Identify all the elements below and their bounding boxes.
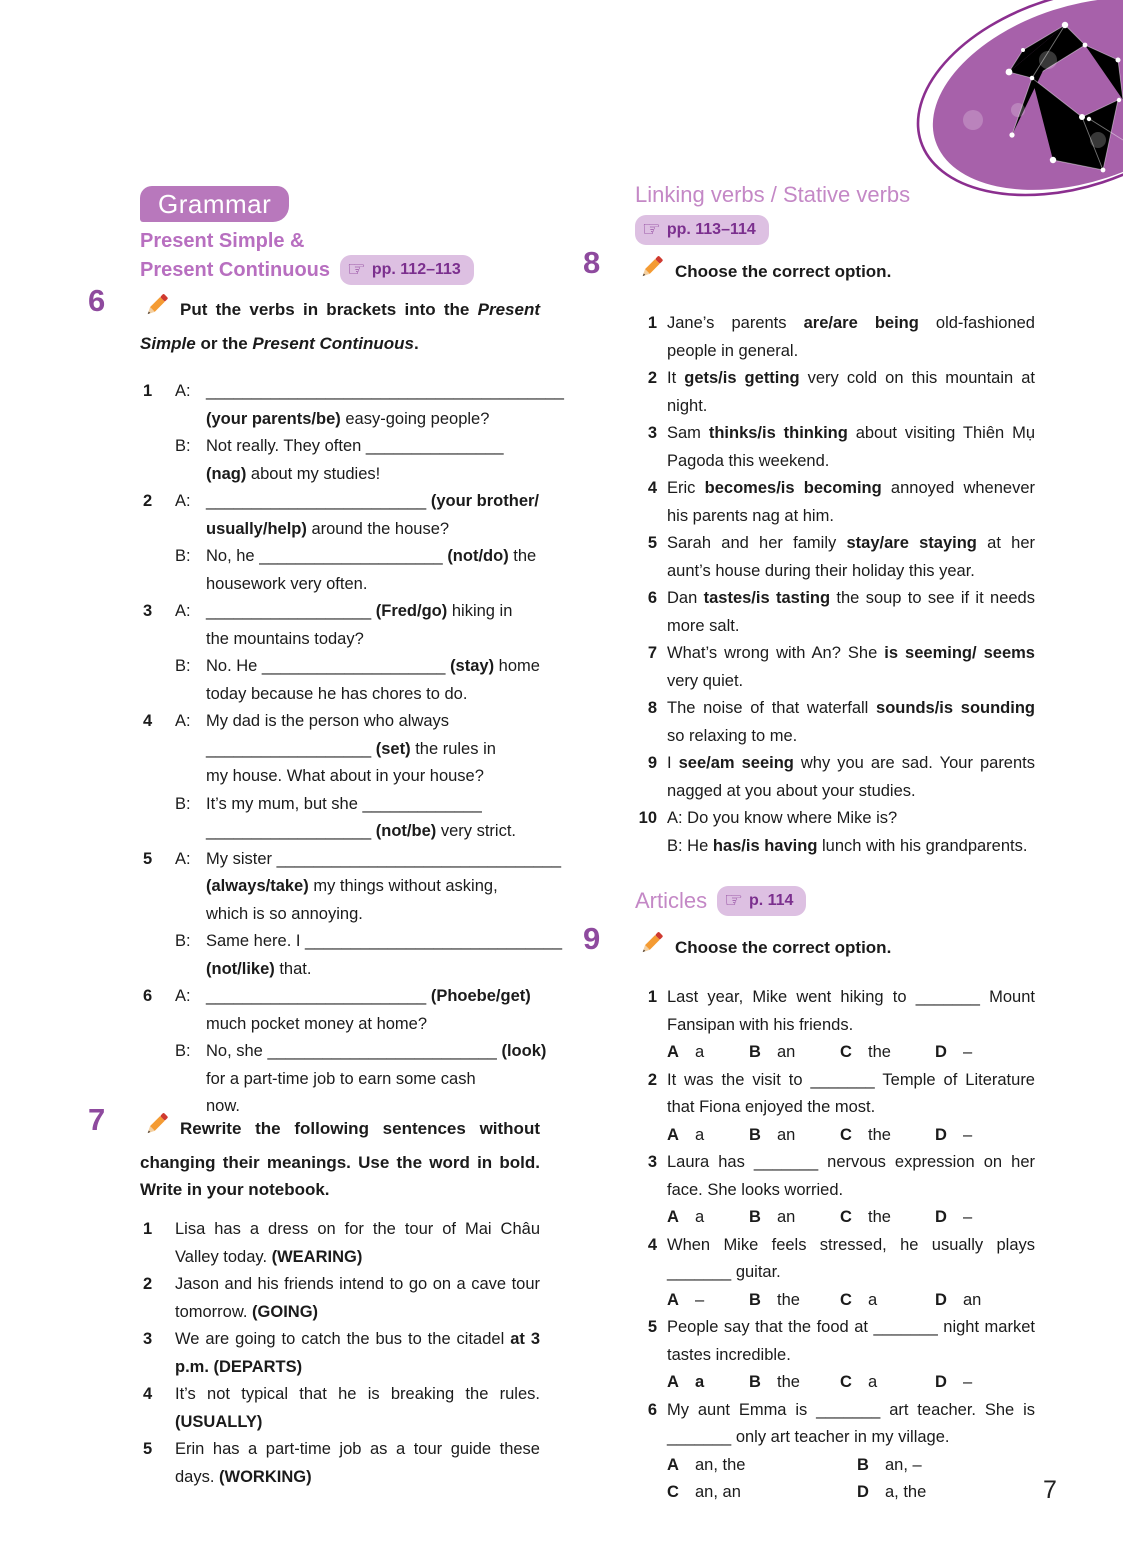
line-text: housework very often.: [206, 574, 368, 593]
option-value: –: [963, 1373, 973, 1391]
option-letter: D: [935, 1125, 947, 1144]
speaker-label: [175, 956, 206, 984]
exercise-number: 8: [583, 245, 601, 280]
option-value: a: [868, 1290, 878, 1309]
option-value: a: [695, 1043, 705, 1061]
item-text: Last year, Mike went hiking to _______ Mount Fansipan with his friends.: [667, 988, 1035, 1034]
line-text: _______________________________________: [206, 382, 564, 400]
line-text: now.: [206, 1097, 240, 1115]
item-number: 9: [647, 754, 657, 772]
line-text: Not really. They often _______________: [206, 437, 504, 455]
option-value: an: [963, 1290, 982, 1309]
pointing-hand-icon: ☞: [347, 258, 366, 281]
line-text: my house. What about in your house?: [206, 767, 484, 785]
item-text: People say that the food at _______ night market tastes incredible.: [667, 1318, 1035, 1364]
exercise-item: [143, 1381, 540, 1436]
item-number: 2: [647, 369, 657, 387]
dialogue-line: [175, 763, 540, 791]
option-value: –: [695, 1290, 705, 1309]
option-value: an: [777, 1043, 796, 1061]
exercise-item: [638, 1314, 1035, 1397]
speaker-label: B:: [175, 932, 191, 950]
dialogue-line: [175, 1011, 540, 1039]
exercise-item: [143, 488, 540, 598]
option-value: a: [695, 1373, 705, 1391]
option-value: the: [777, 1290, 800, 1309]
item-number: 1: [647, 314, 657, 332]
answer-option: [667, 1287, 749, 1315]
exercise-item: [143, 983, 547, 1121]
item-number: 6: [143, 987, 153, 1005]
item-number: 3: [143, 1330, 153, 1348]
exercise-8: [583, 245, 1036, 860]
option-value: an, –: [885, 1455, 922, 1474]
exercise-item: [638, 530, 1035, 585]
dialogue-line: [175, 406, 540, 434]
exercise-item: [143, 1271, 540, 1326]
exercise-item: [638, 475, 1035, 530]
item-text: It gets/is getting very cold on this mountain at night.: [667, 369, 1035, 415]
option-letter: D: [935, 1290, 947, 1309]
item-text: Dan tastes/is tasting the soup to see if it needs more salt.: [667, 589, 1035, 635]
item-number: 5: [143, 1440, 153, 1458]
speaker-label: [175, 406, 206, 434]
answer-option: [667, 1369, 749, 1397]
heading-line1: Present Simple &: [140, 230, 305, 252]
option-value: the: [868, 1043, 891, 1061]
dialogue-line: [175, 818, 540, 846]
option-letter: A: [667, 1290, 679, 1309]
pointing-hand-icon: ☞: [724, 889, 743, 912]
item-text: Jane’s parents are/are being old-fashioned people in general.: [667, 314, 1035, 360]
line-text: No, he ____________________ (not/do) the: [206, 547, 537, 565]
line-text: much pocket money at home?: [206, 1014, 428, 1033]
exercise-item: [638, 984, 1035, 1067]
item-text: Jason and his friends intend to go on a cave tour tomorrow. (GOING): [175, 1275, 540, 1321]
item-text: I see/am seeing why you are sad. Your parents nagged at you about your studies.: [667, 754, 1035, 800]
exercise-item: [638, 695, 1035, 750]
answer-option: [749, 1287, 840, 1315]
line-text: for a part-time job to earn some cash: [206, 1069, 476, 1088]
page-ref-text: p. 114: [748, 892, 794, 909]
option-value: the: [868, 1208, 891, 1226]
item-text: A: Do you know where Mike is? B: He has/is having lunch with his grandparents.: [667, 809, 1028, 855]
exercise-number: 9: [583, 921, 601, 956]
option-letter: C: [840, 1208, 852, 1226]
dialogue-line: [175, 901, 540, 929]
answer-option: [840, 1287, 935, 1315]
dialogue-line: [175, 956, 540, 984]
section-tag-grammar: Grammar: [140, 186, 289, 222]
item-text: It was the visit to _______ Temple of Literature that Fiona enjoyed the most.: [667, 1070, 1035, 1116]
item-number: 5: [647, 534, 657, 552]
dialogue-lines: [175, 983, 547, 1121]
pencil-icon: [140, 292, 173, 330]
answer-option: [667, 1204, 749, 1232]
pencil-icon: [635, 254, 668, 292]
line-text: (nag) about my studies!: [206, 464, 381, 483]
answer-option: [935, 1122, 1035, 1150]
page-ref-text: pp. 112–113: [371, 261, 461, 278]
dialogue-line: [175, 873, 540, 901]
heading-text: Articles: [635, 888, 708, 914]
exercise-item: [638, 1149, 1035, 1232]
answer-option: [667, 1122, 749, 1150]
exercise-9: [583, 921, 1035, 1507]
option-value: an, an: [695, 1483, 741, 1501]
speaker-label: B:: [175, 794, 191, 813]
option-value: a: [868, 1373, 878, 1391]
answer-option: [857, 1452, 1035, 1480]
dialogue-line: [175, 461, 540, 489]
exercise-item: [638, 805, 1035, 860]
item-text: Eric becomes/is becoming annoyed whenever his parents nag at him.: [667, 479, 1036, 525]
speaker-label: [175, 1011, 206, 1039]
dialogue-lines: [175, 488, 540, 598]
item-text: Erin has a part-time job as a tour guide these days. (WORKING): [175, 1440, 540, 1486]
answer-option: [840, 1204, 935, 1232]
item-number: 4: [143, 712, 153, 730]
line-text: ________________________ (your brother/: [206, 492, 539, 510]
speaker-label: [175, 626, 206, 654]
exercise-item: [143, 1216, 540, 1271]
item-number: 2: [143, 1275, 153, 1293]
item-number: 2: [143, 492, 153, 510]
topic-heading-linking-stative-verbs: [635, 182, 910, 245]
line-text: My sister _______________________________: [206, 849, 562, 868]
line-text: (always/take) my things without asking,: [206, 877, 498, 895]
item-number: 3: [647, 424, 657, 442]
exercise-item: [638, 585, 1035, 640]
option-letter: C: [667, 1483, 679, 1501]
exercise-instruction: [140, 1111, 540, 1203]
speaker-label: A:: [175, 849, 191, 868]
option-letter: A: [667, 1455, 679, 1474]
option-letter: B: [749, 1208, 761, 1226]
line-text: No. He ____________________ (stay) home: [206, 657, 540, 675]
dialogue-lines: [175, 378, 564, 488]
exercise-item: [143, 708, 540, 846]
item-text: What’s wrong with An? She is seeming/ seems very quiet.: [667, 644, 1035, 690]
dialogue-lines: [175, 846, 562, 984]
dialogue-line: [175, 543, 540, 571]
exercise-9-items: [638, 984, 1035, 1507]
item-number: 4: [143, 1385, 153, 1403]
exercise-8-items: [638, 310, 1035, 860]
answer-options: [667, 1204, 1035, 1232]
line-text: today because he has chores to do.: [206, 684, 468, 703]
instruction-text: Choose the correct option.: [675, 938, 892, 957]
option-value: a: [695, 1208, 705, 1226]
option-letter: A: [667, 1125, 679, 1144]
option-letter: D: [935, 1043, 947, 1061]
option-letter: C: [840, 1373, 852, 1391]
exercise-item: [638, 640, 1035, 695]
option-value: –: [963, 1125, 973, 1144]
item-number: 6: [647, 1400, 657, 1419]
instruction-text: Choose the correct option.: [675, 262, 892, 281]
option-value: an, the: [695, 1455, 746, 1474]
answer-options: [667, 1369, 1035, 1397]
speaker-label: A:: [175, 712, 191, 730]
line-text: Same here. I ____________________________: [206, 932, 562, 950]
dialogue-lines: [175, 598, 540, 708]
dialogue-line: [175, 378, 564, 406]
option-letter: C: [840, 1125, 852, 1144]
speaker-label: [175, 571, 206, 599]
answer-option: [749, 1204, 840, 1232]
answer-option: [935, 1039, 1035, 1067]
exercise-item: [638, 1397, 1035, 1507]
item-number: 5: [143, 849, 153, 868]
line-text: __________________ (Fred/go) hiking in: [206, 602, 513, 620]
dialogue-line: [175, 983, 540, 1011]
item-text: Lisa has a dress on for the tour of Mai Châu Valley today. (WEARING): [175, 1220, 540, 1266]
dialogue-line: [175, 653, 540, 681]
answer-option: [749, 1039, 840, 1067]
speaker-label: [175, 736, 206, 764]
option-letter: B: [749, 1043, 761, 1061]
decorative-constellation-blob: [913, 0, 1123, 205]
answer-option: [667, 1479, 857, 1507]
speaker-label: A:: [175, 602, 191, 620]
item-number: 4: [647, 479, 657, 497]
option-letter: C: [840, 1043, 852, 1061]
instruction-text: Put the verbs in brackets into the Present Simple or the Present Continuous.: [140, 300, 540, 353]
dialogue-line: [175, 488, 540, 516]
speaker-label: B:: [175, 657, 191, 675]
option-letter: B: [857, 1455, 869, 1474]
item-number: 1: [143, 382, 153, 400]
exercise-item: [638, 365, 1035, 420]
option-value: a: [695, 1125, 705, 1144]
exercise-instruction: [635, 930, 1035, 968]
pencil-icon: [140, 1111, 173, 1149]
page-ref-badge: [717, 886, 806, 916]
speaker-label: [175, 901, 206, 929]
answer-options: [667, 1122, 1035, 1150]
dialogue-lines: [175, 708, 540, 846]
dialogue-line: [175, 736, 540, 764]
exercise-item: [143, 1436, 540, 1491]
line-text: No, she _________________________ (look): [206, 1042, 547, 1060]
answer-options: [667, 1287, 1035, 1315]
item-number: 3: [647, 1153, 657, 1171]
dialogue-line: [175, 626, 540, 654]
item-text: Sarah and her family stay/are staying at her aunt’s house during their holiday this year.: [667, 534, 1035, 580]
item-number: 5: [647, 1318, 657, 1336]
item-number: 10: [638, 809, 657, 827]
exercise-7-items: [143, 1216, 540, 1491]
option-value: –: [963, 1043, 973, 1061]
item-number: 3: [143, 602, 153, 620]
exercise-item: [143, 378, 564, 488]
speaker-label: A:: [175, 492, 191, 510]
item-text: Sam thinks/is thinking about visiting Thiên Mụ Pagoda this weekend.: [667, 424, 1035, 470]
speaker-label: [175, 873, 206, 901]
option-value: an: [777, 1125, 796, 1144]
item-text: Laura has _______ nervous expression on her face. She looks worried.: [667, 1153, 1035, 1199]
speaker-label: B:: [175, 437, 191, 455]
line-text: ________________________ (Phoebe/get): [206, 987, 531, 1005]
speaker-label: [175, 516, 206, 544]
item-number: 2: [647, 1070, 657, 1089]
option-letter: B: [749, 1290, 761, 1309]
page-ref-text: pp. 113–114: [666, 221, 756, 238]
item-number: 7: [647, 644, 657, 662]
answer-option: [840, 1369, 935, 1397]
answer-options: [667, 1039, 1035, 1067]
dialogue-line: [175, 516, 540, 544]
speaker-label: A:: [175, 987, 191, 1005]
exercise-item: [143, 846, 562, 984]
answer-option: [857, 1479, 1035, 1507]
exercise-6: [88, 283, 564, 1121]
instruction-text: Rewrite the following sentences without changing their meanings. Use the word in bold. Write in your notebook.: [140, 1119, 540, 1199]
option-letter: A: [667, 1043, 679, 1061]
dialogue-line: [175, 846, 562, 874]
line-text: the mountains today?: [206, 629, 364, 648]
exercise-number: 6: [88, 283, 106, 318]
option-value: the: [777, 1373, 800, 1391]
topic-heading-present-tenses: [140, 228, 474, 285]
page-ref-badge: [635, 215, 769, 245]
item-number: 1: [143, 1220, 153, 1238]
dialogue-line: [175, 571, 540, 599]
line-text: which is so annoying.: [206, 904, 363, 923]
heading-text: Linking verbs / Stative verbs: [635, 182, 911, 207]
option-letter: B: [749, 1373, 761, 1391]
item-text: When Mike feels stressed, he usually plays _______ guitar.: [667, 1235, 1035, 1281]
dialogue-line: [175, 1038, 547, 1066]
item-text: My aunt Emma is _______ art teacher. She is _______ only art teacher in my village.: [667, 1400, 1035, 1446]
item-text: It’s not typical that he is breaking the rules. (USUALLY): [175, 1385, 540, 1431]
speaker-label: [175, 818, 206, 846]
item-number: 4: [647, 1235, 657, 1254]
pointing-hand-icon: ☞: [642, 218, 661, 241]
answer-option: [667, 1452, 857, 1480]
line-text: __________________ (not/be) very strict.: [206, 822, 517, 840]
speaker-label: B:: [175, 1042, 191, 1060]
dialogue-line: [175, 681, 540, 709]
option-letter: B: [749, 1125, 761, 1144]
option-value: –: [963, 1208, 973, 1226]
item-number: 1: [647, 988, 657, 1006]
speaker-label: B:: [175, 547, 191, 565]
option-letter: C: [840, 1290, 852, 1309]
exercise-number: 7: [88, 1102, 106, 1137]
dialogue-line: [175, 598, 540, 626]
answer-option: [840, 1122, 935, 1150]
line-text: It’s my mum, but she _____________: [206, 794, 482, 813]
answer-options: [667, 1452, 1035, 1507]
exercise-item: [638, 1232, 1035, 1315]
exercise-item: [638, 420, 1035, 475]
dialogue-line: [175, 1066, 540, 1094]
answer-option: [935, 1369, 1035, 1397]
option-value: the: [868, 1125, 891, 1144]
item-text: We are going to catch the bus to the citadel at 3 p.m. (DEPARTS): [175, 1330, 540, 1376]
item-number: 8: [647, 699, 657, 717]
speaker-label: A:: [175, 382, 191, 400]
exercise-item: [638, 310, 1035, 365]
exercise-item: [638, 1067, 1035, 1150]
option-letter: A: [667, 1208, 679, 1226]
topic-heading-articles: [635, 886, 806, 916]
exercise-instruction: [140, 292, 540, 357]
line-text: __________________ (set) the rules in: [206, 739, 496, 758]
exercise-instruction: [635, 254, 1035, 292]
line-text: (not/like) that.: [206, 959, 312, 978]
exercise-item: [143, 598, 540, 708]
answer-option: [935, 1287, 1035, 1315]
exercise-item: [638, 750, 1035, 805]
line-text: My dad is the person who always: [206, 712, 450, 730]
exercise-6-items: [143, 378, 564, 1121]
item-text: The noise of that waterfall sounds/is sounding so relaxing to me.: [667, 699, 1035, 745]
speaker-label: [175, 1066, 206, 1094]
exercise-item: [143, 1326, 540, 1381]
answer-option: [749, 1369, 840, 1397]
answer-option: [840, 1039, 935, 1067]
answer-option: [667, 1039, 749, 1067]
dialogue-line: [175, 708, 540, 736]
line-text: usually/help) around the house?: [206, 519, 450, 538]
option-letter: A: [667, 1373, 679, 1391]
heading-line2: Present Continuous: [140, 258, 331, 281]
dialogue-line: [175, 433, 540, 461]
speaker-label: [175, 763, 206, 791]
option-value: an: [777, 1208, 796, 1226]
answer-option: [935, 1204, 1035, 1232]
option-value: a, the: [885, 1483, 927, 1501]
dialogue-line: [175, 928, 562, 956]
speaker-label: [175, 461, 206, 489]
option-letter: D: [935, 1373, 947, 1391]
speaker-label: [175, 681, 206, 709]
option-letter: D: [857, 1483, 869, 1501]
page-number: 7: [1043, 1476, 1057, 1504]
pencil-icon: [635, 930, 668, 968]
dialogue-line: [175, 791, 540, 819]
line-text: (your parents/be) easy-going people?: [206, 409, 490, 428]
page-ref-badge: [340, 255, 474, 285]
answer-option: [749, 1122, 840, 1150]
item-number: 6: [647, 589, 657, 607]
option-letter: D: [935, 1208, 947, 1226]
